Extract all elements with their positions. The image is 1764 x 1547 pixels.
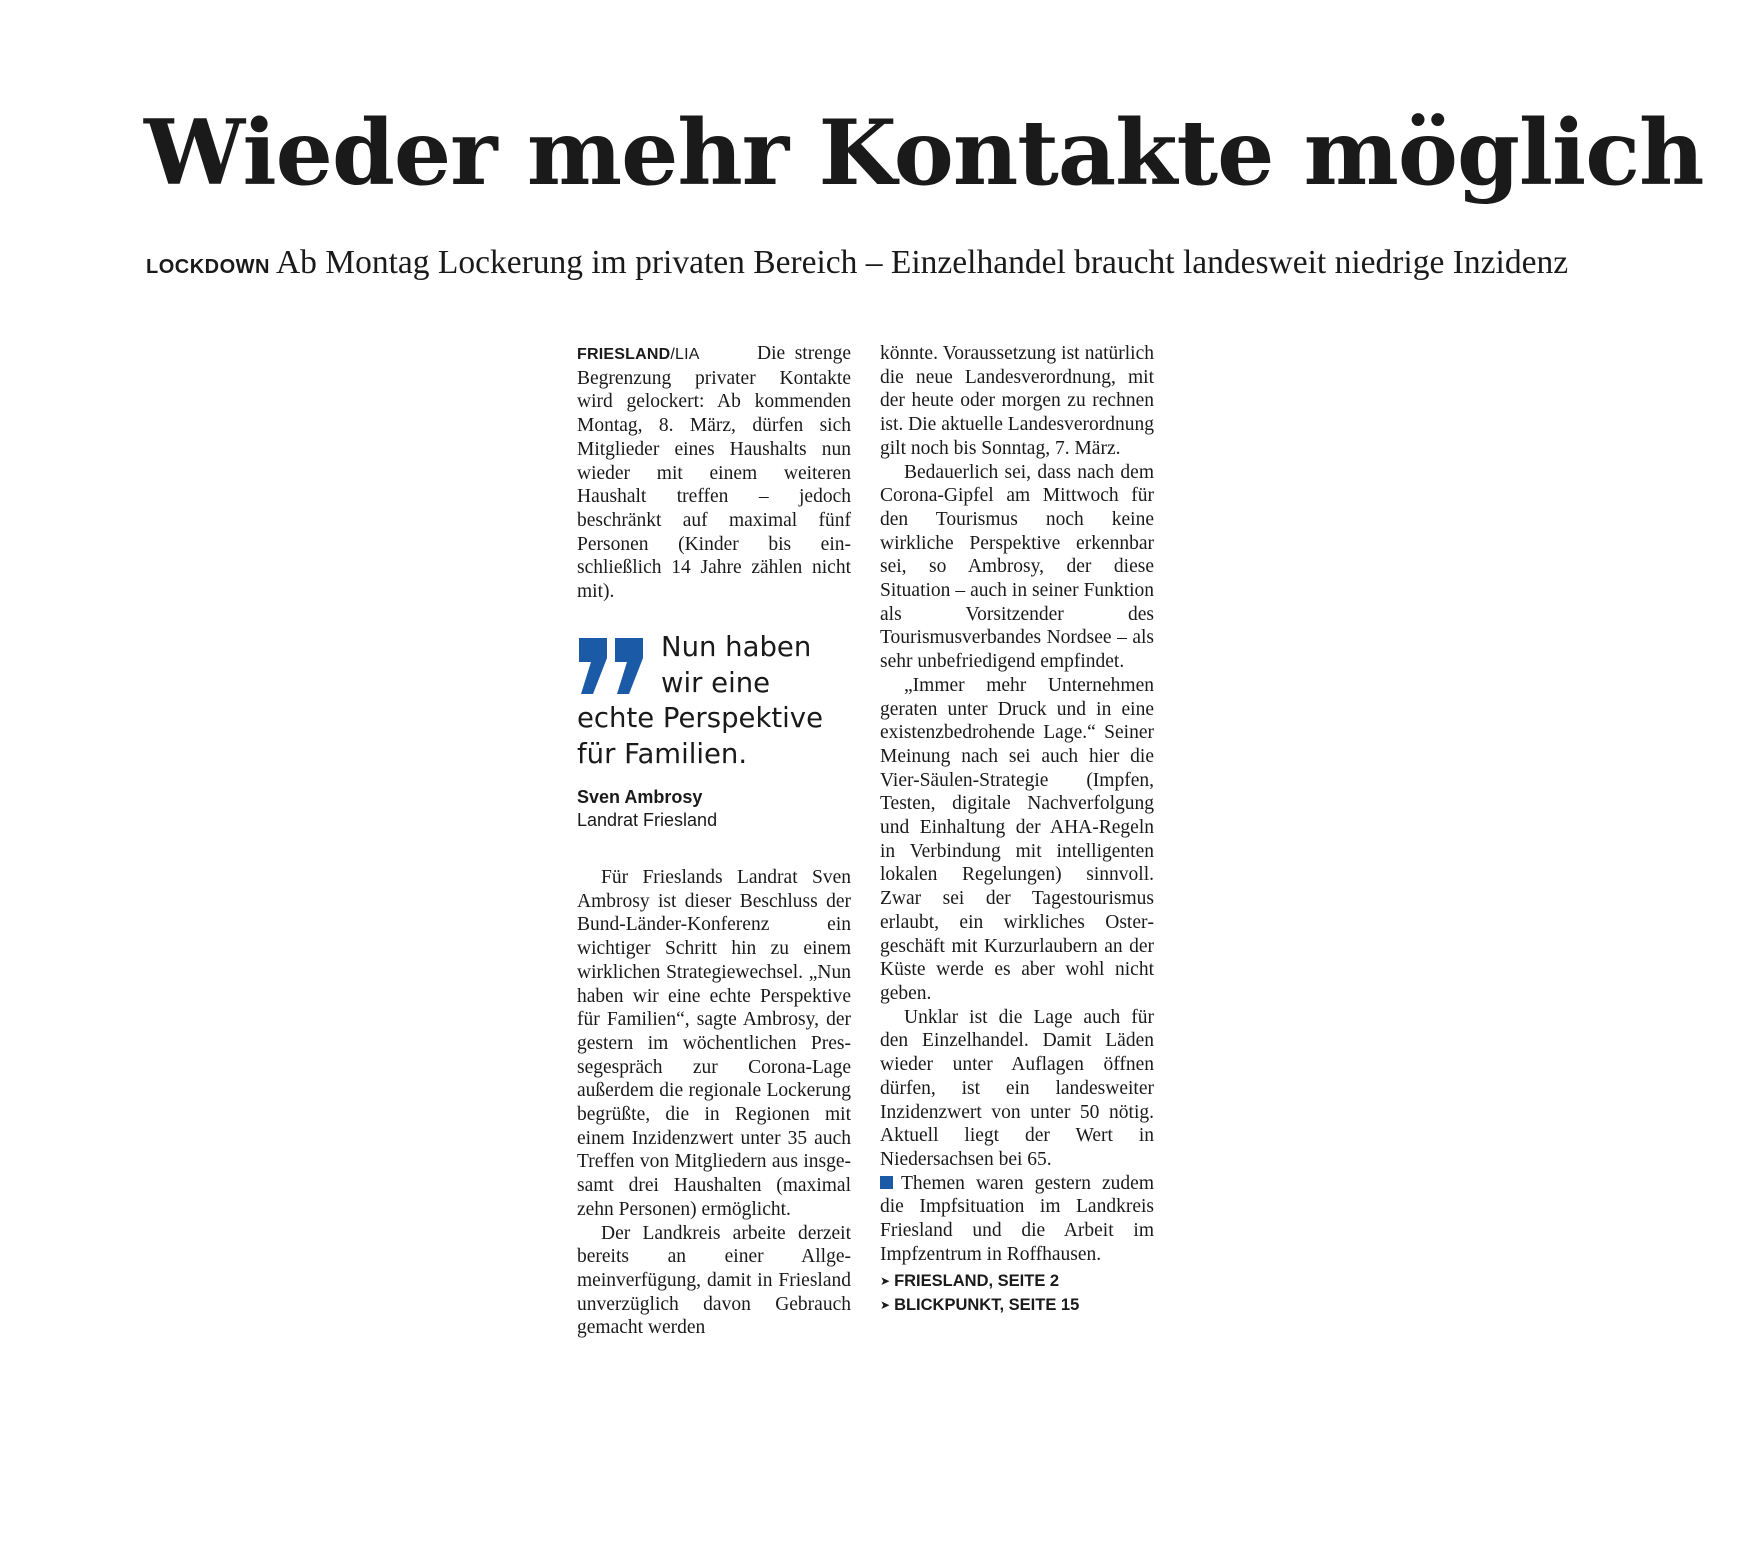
- article-column-2: [880, 342, 1154, 1318]
- dateline-place: FRIESLAND: [577, 346, 671, 363]
- subheadline: [146, 243, 1568, 287]
- reference-label: BLICKPUNKT, SEITE 15: [894, 1296, 1080, 1315]
- kicker: LOCKDOWN: [146, 256, 270, 278]
- quote-line: echte Perspektive: [577, 702, 823, 734]
- article-paragraph: Für Frieslands Landrat Sven Ambrosy ist dieser Beschluss der Bund-Länder-Konferenz ein wichtiger Schritt hin zu einem wirklichen Strategiewechsel. „Nun haben wir eine echte Perspektive für Familien“, sagte Ambrosy, der gestern im wöchentlichen Pressegespräch zur Corona-Lage außerdem die regionale Lockerung begrüßte, die in Regionen mit einem Inzidenzwert unter 35 auch Treffen von Mitgliedern aus insgesamt drei Haushalten (maximal zehn Personen) ermöglicht.: [577, 867, 851, 1220]
- dateline-slash: /: [670, 346, 676, 363]
- headline: Wieder mehr Kontakte möglich: [144, 100, 1704, 206]
- reference-label: FRIESLAND, SEITE 2: [894, 1272, 1060, 1291]
- lead-text: Die strenge Begrenzung privater Kontakte wird gelockert: Ab kommenden Montag, 8. März, dürfen sich Mitglieder eines Haushalts nun wieder mit einem weiteren Haushalt treffen – jedoch beschränkt auf maximal fünf Personen (Kinder bis einschließlich 14 Jahre zählen nicht mit).: [577, 343, 852, 603]
- quote-line: Nun haben: [661, 631, 812, 663]
- quote-line: wir eine: [661, 666, 771, 699]
- article-paragraph: Bedauerlich sei, dass nach dem Corona-Gipfel am Mittwoch für den Tourismus noch keine wirkliche Perspektive erkennbar sei, so Ambrosy, der diese Situation – auch in seiner Funktion als Vorsitzender des Tourismusverbandes Nordsee – als sehr unbefriedigend empfindet.: [880, 461, 1154, 673]
- article-paragraph: Unklar ist die Lage auch für den Einzelhandel. Damit Läden wieder unter Auflagen öffnen dürfen, ist ein landesweiter Inzidenzwert von unter 50 nötig. Aktuell liegt der Wert in Niedersachsen bei 65.: [880, 1006, 1154, 1170]
- dateline: [577, 346, 700, 363]
- quote-author-role: Landrat Friesland: [577, 810, 718, 830]
- arrow-right-icon: ➤: [880, 1298, 891, 1313]
- quote-line: für Familien.: [577, 737, 748, 770]
- article-column-1-bottom: [577, 866, 851, 1340]
- subheadline-text: Ab Montag Lockerung im privaten Bereich – Einzelhandel braucht landesweit niedrige Inzidenz: [275, 244, 1569, 281]
- quote-mark-icon: [577, 636, 647, 696]
- reference-friesland[interactable]: [880, 1270, 1154, 1294]
- article-column-1-top: [577, 342, 851, 604]
- article-paragraph: Der Landkreis arbeite derzeit bereits an einer Allgemeinverfügung, damit in Friesland unverzüglich davon Gebrauch gemacht werden: [577, 1222, 851, 1339]
- end-square-icon: [880, 1176, 893, 1189]
- reference-blickpunkt[interactable]: [880, 1294, 1154, 1318]
- closing-text: Themen waren gestern zudem die Impfsituation im Landkreis Friesland und die Arbeit im Impfzentrum in Roffhausen.: [880, 1172, 1154, 1265]
- dateline-author: LIA: [675, 346, 700, 363]
- closing-paragraph: [880, 1172, 1154, 1267]
- quote-author: Sven Ambrosy: [577, 787, 703, 807]
- page-references: [880, 1270, 1154, 1317]
- lead-paragraph: [577, 342, 851, 604]
- article-paragraph: „Immer mehr Unternehmen geraten unter Druck und in eine existenzbedrohende Lage.“ Seiner Meinung nach sei auch hier die Vier-Säulen-Strategie (Impfen, Testen, digitale Nachverfolgung und Einhaltung der AHA-Regeln in Verbindung mit intelligenten lokalen Regelungen) sinnvoll. Zwar sei der Tagestourismus erlaubt, ein wirkliches Ostergeschäft mit Kurzurlaubern an der Küste werde es aber wohl nicht geben.: [880, 674, 1154, 1004]
- article-paragraph: könnte. Voraussetzung ist natürlich die neue Landesverordnung, mit der heute oder morgen zu rechnen ist. Die aktuelle Landesverordnung gilt noch bis Sonntag, 7. März.: [880, 343, 1154, 459]
- arrow-right-icon: ➤: [880, 1274, 891, 1289]
- pull-quote: [577, 630, 857, 832]
